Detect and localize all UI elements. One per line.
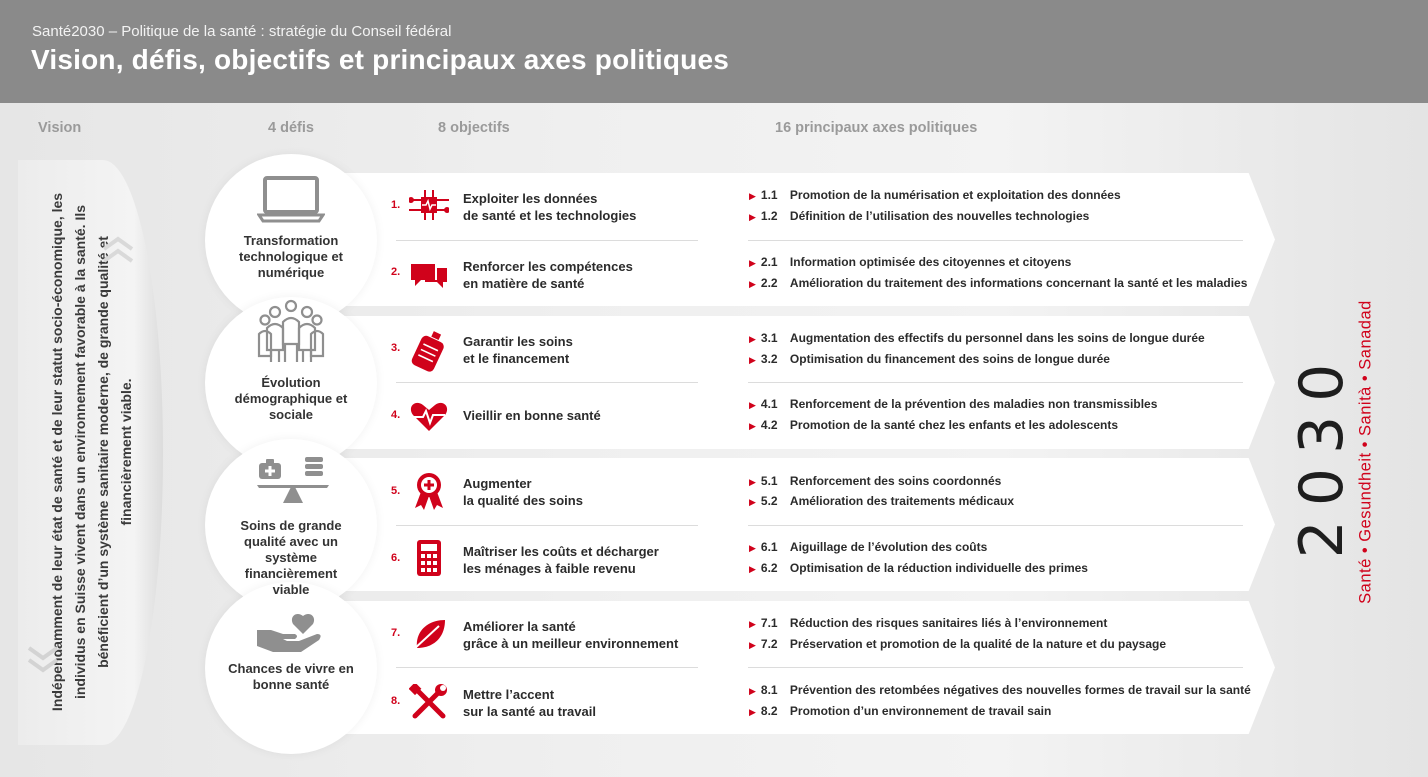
- speech-bubbles-icon: [409, 258, 449, 290]
- axis-item-1-2: ▶ 1.2 Définition de l’utilisation des nouvelles technologies: [749, 209, 1090, 223]
- axis-item-5-2: ▶ 5.2 Amélioration des traitements médicaux: [749, 494, 1014, 508]
- calculator-icon: [409, 540, 449, 576]
- challenge-label-1: Transformation technologique et numérique: [239, 233, 343, 280]
- axis-item-3-2: ▶ 3.2 Optimisation du financement des soins de longue durée: [749, 352, 1110, 366]
- bullet-triangle-icon: ▶: [749, 258, 756, 268]
- axis-item-4-2: ▶ 4.2 Promotion de la santé chez les enfants et les adolescents: [749, 418, 1119, 432]
- challenge-label-4: Chances de vivre en bonne santé: [228, 661, 354, 692]
- page-title: Vision, défis, objectifs et principaux axes politiques: [31, 44, 730, 75]
- divider: [396, 240, 698, 241]
- balance-scale-icon: [257, 455, 329, 507]
- bullet-triangle-icon: ▶: [749, 421, 756, 431]
- axis-item-6-2: ▶ 6.2 Optimisation de la réduction individuelle des primes: [749, 561, 1088, 575]
- bullet-triangle-icon: ▶: [749, 564, 756, 574]
- column-header-vision: Vision: [38, 120, 82, 136]
- objective-number-3: 3.: [391, 342, 401, 354]
- divider: [748, 525, 1243, 526]
- divider: [396, 525, 698, 526]
- hot-water-bottle-icon: [409, 329, 449, 373]
- divider: [748, 667, 1243, 668]
- divider: [396, 667, 698, 668]
- bullet-triangle-icon: ▶: [749, 477, 756, 487]
- axis-item-8-1: ▶ 8.1 Prévention des retombées négatives des nouvelles formes de travail sur la santé: [749, 683, 1251, 697]
- axis-item-2-2: ▶ 2.2 Amélioration du traitement des informations concernant la santé et les maladies: [749, 276, 1248, 290]
- objective-text-1: Exploiter les données de santé et les technologies: [463, 191, 637, 223]
- bullet-triangle-icon: ▶: [749, 543, 756, 553]
- bullet-triangle-icon: ▶: [749, 400, 756, 410]
- objective-number-4: 4.: [391, 409, 401, 421]
- logo-2030: 2030: [1287, 349, 1357, 559]
- bullet-triangle-icon: ▶: [749, 686, 756, 696]
- challenge-label-3: Soins de grande qualité avec un système financièrement viable: [240, 518, 342, 597]
- laptop-icon: [257, 175, 325, 223]
- axis-item-1-1: ▶ 1.1 Promotion de la numérisation et exploitation des données: [749, 188, 1121, 202]
- objective-text-5: Augmenter la qualité des soins: [463, 476, 583, 508]
- axis-item-8-2: ▶ 8.2 Promotion d’un environnement de travail sain: [749, 704, 1052, 718]
- axis-item-4-1: ▶ 4.1 Renforcement de la prévention des maladies non transmissibles: [749, 397, 1158, 411]
- objective-text-4: Vieillir en bonne santé: [463, 408, 601, 423]
- bullet-triangle-icon: ▶: [749, 334, 756, 344]
- bullet-triangle-icon: ▶: [749, 355, 756, 365]
- bullet-triangle-icon: ▶: [749, 640, 756, 650]
- objective-text-7: Améliorer la santé grâce à un meilleur environnement: [463, 619, 679, 651]
- column-header-objectives: 8 objectifs: [438, 120, 510, 136]
- objective-number-1: 1.: [391, 199, 401, 211]
- axis-item-6-1: ▶ 6.1 Aiguillage de l’évolution des coûts: [749, 540, 988, 554]
- chevron-down-icon: [26, 645, 60, 675]
- axis-item-2-1: ▶ 2.1 Information optimisée des citoyennes et citoyens: [749, 255, 1072, 269]
- axis-item-7-1: ▶ 7.1 Réduction des risques sanitaires liés à l’environnement: [749, 616, 1108, 630]
- objective-number-5: 5.: [391, 485, 401, 497]
- objective-text-6: Maîtriser les coûts et décharger les ménages à faible revenu: [463, 544, 659, 576]
- axis-item-5-1: ▶ 5.1 Renforcement des soins coordonnés: [749, 474, 1002, 488]
- objective-number-8: 8.: [391, 695, 401, 707]
- divider: [396, 382, 698, 383]
- people-group-icon: [257, 298, 325, 364]
- axis-item-7-2: ▶ 7.2 Préservation et promotion de la qualité de la nature et du paysage: [749, 637, 1167, 651]
- objective-number-2: 2.: [391, 266, 401, 278]
- header-bar: [0, 0, 1428, 103]
- circuit-chip-icon: [409, 190, 449, 220]
- tools-icon: [409, 684, 449, 720]
- chevron-up-icon: [101, 236, 135, 264]
- objective-text-2: Renforcer les compétences en matière de santé: [463, 259, 633, 291]
- axis-item-3-1: ▶ 3.1 Augmentation des effectifs du personnel dans les soins de longue durée: [749, 331, 1205, 345]
- bullet-triangle-icon: ▶: [749, 212, 756, 222]
- bullet-triangle-icon: ▶: [749, 191, 756, 201]
- divider: [748, 382, 1243, 383]
- quality-badge-icon: [409, 472, 449, 510]
- heartbeat-icon: [409, 401, 449, 433]
- objective-text-3: Garantir les soins et le financement: [463, 334, 573, 366]
- heart-in-hand-icon: [257, 612, 329, 654]
- objective-number-6: 6.: [391, 552, 401, 564]
- bullet-triangle-icon: ▶: [749, 279, 756, 289]
- leaf-icon: [409, 618, 449, 650]
- bullet-triangle-icon: ▶: [749, 497, 756, 507]
- objective-text-8: Mettre l’accent sur la santé au travail: [463, 687, 596, 719]
- brand-tagline: Santé • Gesundheit • Sanità • Sanadad: [1356, 300, 1375, 604]
- bullet-triangle-icon: ▶: [749, 707, 756, 717]
- divider: [748, 240, 1243, 241]
- vision-statement: Indépendamment de leur état de santé et de leur statut socio-économique, les individus en Suisse vivent dans un environnement favorable à la santé. Ils bénéficient d’un système sanitaire moderne, de grande qualité et financièrement viable.: [49, 192, 134, 712]
- header-subtitle: Santé2030 – Politique de la santé : stratégie du Conseil fédéral: [32, 23, 452, 40]
- column-header-axes: 16 principaux axes politiques: [775, 120, 978, 136]
- objective-number-7: 7.: [391, 627, 401, 639]
- column-header-challenges: 4 défis: [268, 120, 314, 136]
- challenge-label-2: Évolution démographique et sociale: [234, 375, 348, 422]
- bullet-triangle-icon: ▶: [749, 619, 756, 629]
